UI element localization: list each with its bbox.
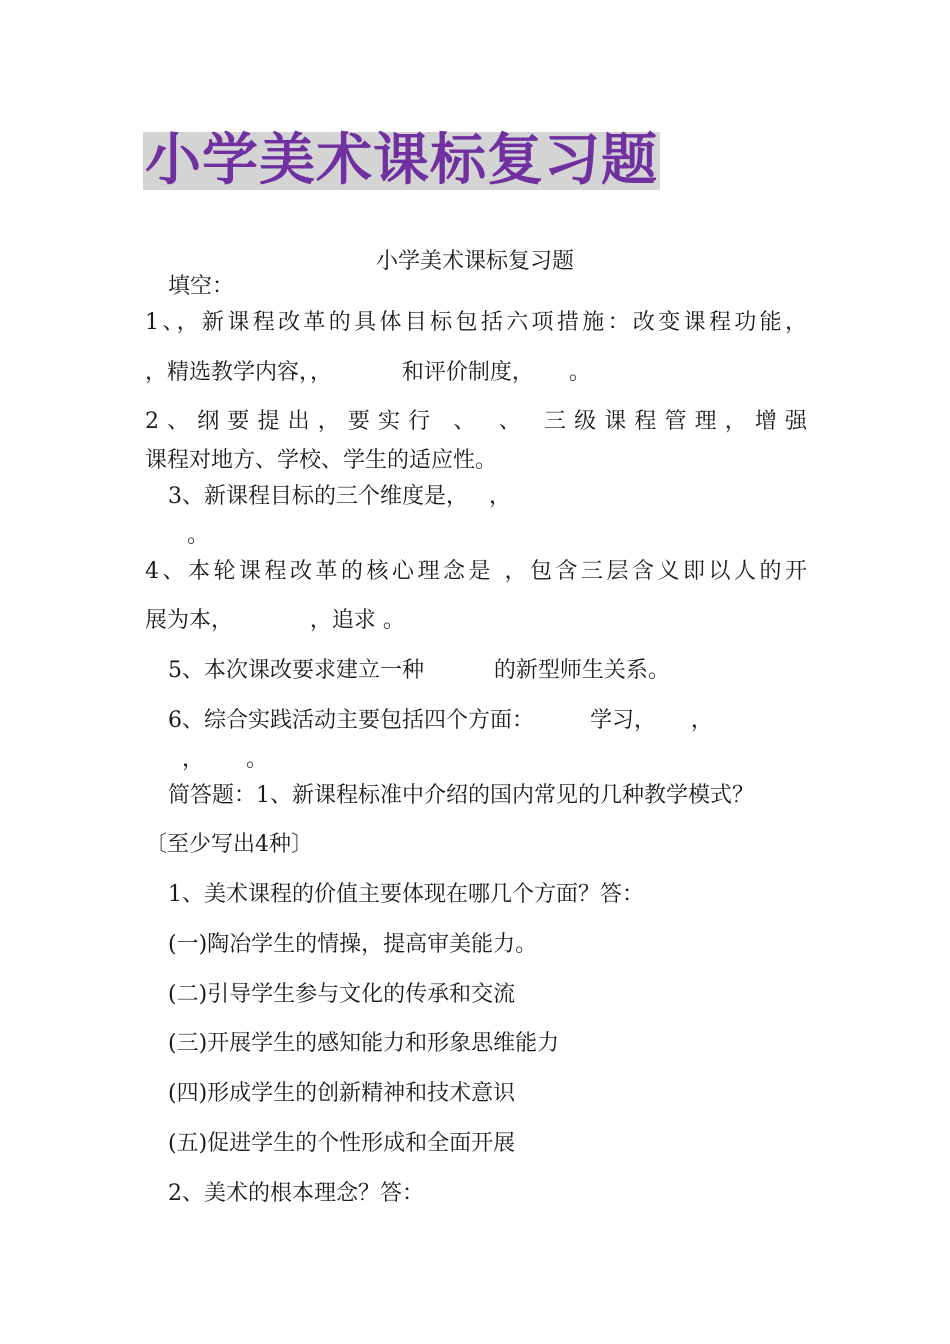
answer-item-1: (一)陶冶学生的情操，提高审美能力。 (168, 932, 538, 957)
answer-item-2: (二)引导学生参与文化的传承和交流 (168, 982, 516, 1007)
question-4-line-1: 4、本轮课程改革的核心理念是 ，包含三层含义即以人的开 (145, 559, 807, 584)
question-3-line-1: 3、新课程目标的三个维度是， ， (168, 484, 511, 509)
answer-item-3: (三)开展学生的感知能力和形象思维能力 (168, 1031, 560, 1056)
question-2-line-2: 课程对地方、学校、学生的适应性。 (145, 448, 498, 473)
question-1-line-2: ，精选教学内容，， 和评价制度， 。 (145, 360, 591, 385)
question-4-line-2: 展为本， ，追求 。 (145, 608, 405, 633)
section-fill-in-blank: 填空： (168, 274, 235, 299)
question-1-line-1: 1、，新课程改革的具体目标包括六项措施：改变课程功能， (145, 310, 807, 335)
short-answer-note: 〔至少写出4种〕 (145, 832, 313, 857)
question-6-line-2: ， 。 (168, 747, 268, 772)
answer-item-5: (五)促进学生的个性形成和全面开展 (168, 1131, 516, 1156)
document-subtitle: 小学美术课标复习题 (375, 249, 574, 274)
section-short-answer: 简答题：1、新课程标准中介绍的国内常见的几种教学模式？ (168, 783, 754, 808)
question-3-line-2: 。 (145, 523, 209, 548)
question-2-line-1: 2、纲要提出，要实行 、 、 三级课程管理，增强 (145, 409, 807, 434)
answer-question-1: 1、美术课程的价值主要体现在哪几个方面？答： (168, 882, 644, 907)
question-5: 5、本次课改要求建立一种 的新型师生关系。 (168, 658, 670, 683)
answer-item-4: (四)形成学生的创新精神和技术意识 (168, 1081, 516, 1106)
document-heading: 小学美术课标复习题 (145, 128, 658, 193)
answer-question-2: 2、美术的根本理念？答： (168, 1181, 424, 1206)
title-banner (143, 128, 660, 193)
question-6-line-1: 6、综合实践活动主要包括四个方面： 学习， ， (168, 708, 713, 733)
